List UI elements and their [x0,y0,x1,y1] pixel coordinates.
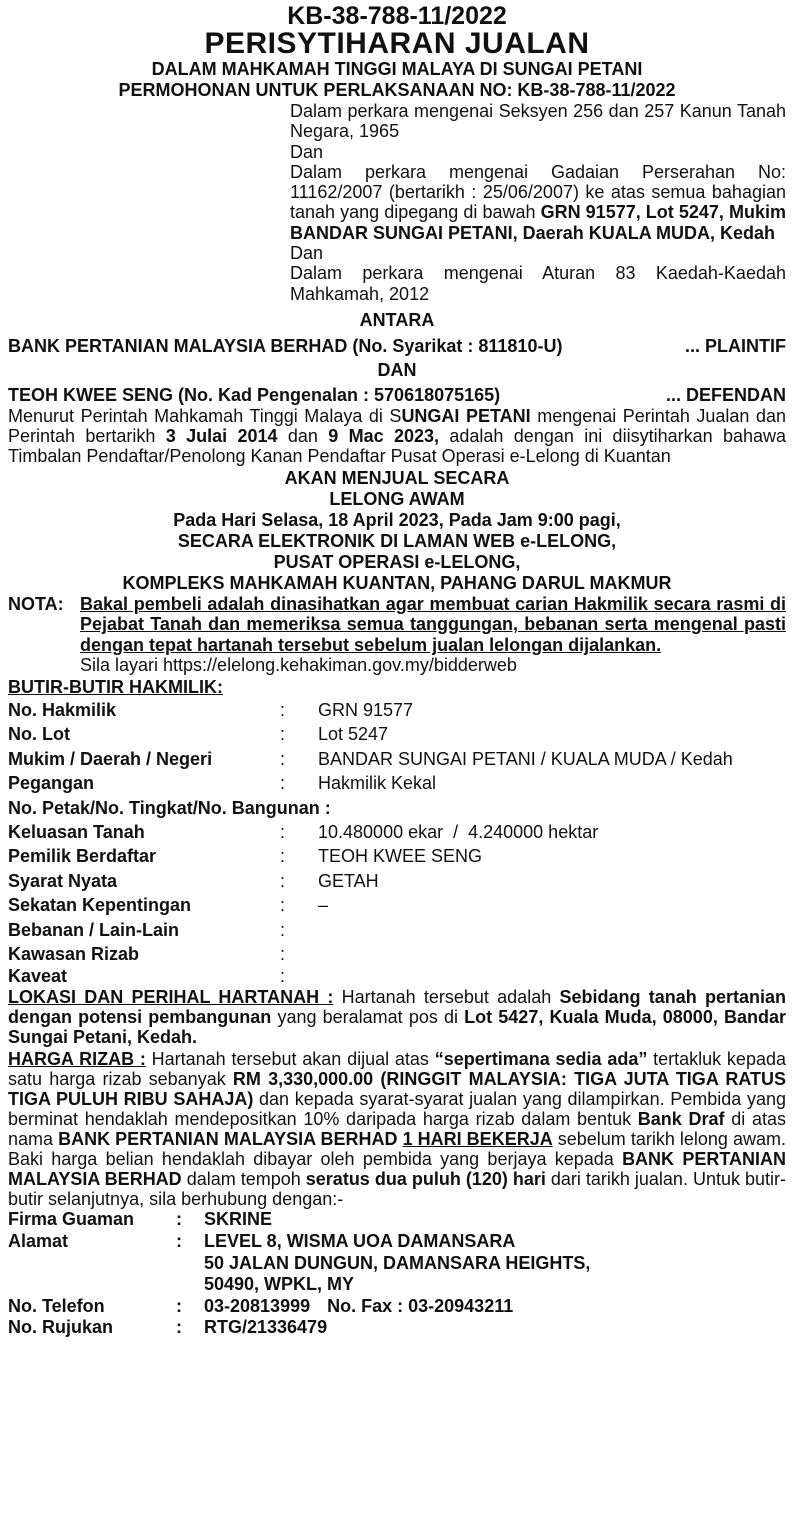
detail-value: TEOH KWEE SENG [318,846,483,867]
reserve-text-5: sebelum tarikh lelong awam. Baki harga belian hendaklah dibayar oleh pembida yang berjaya kepada [8,1129,786,1170]
order-text-1: Menurut Perintah Mahkamah Tinggi Malaya di S [8,405,402,426]
contact-firm-label: Firma Guaman [8,1209,135,1230]
detail-row [8,771,786,795]
detail-label: Sekatan Kepentingan [8,895,192,916]
plaintiff-line [8,336,786,357]
reserve-heading: HARGA RIZAB : [8,1049,146,1070]
contact-address-line-3: 50490, WPKL, MY [204,1274,355,1295]
order-text-3: dan [277,425,329,446]
auction-line-5: PUSAT OPERASI e-LELONG, [273,551,521,572]
detail-row [8,844,786,868]
reserve-text-7: dari tarikh jualan. Untuk butir-butir selanjutnya, sila berhubung dengan:- [8,1169,786,1210]
dan-heading: DAN [377,359,417,380]
matter-dan-1: Dan [290,141,324,162]
reserve-as-is: “sepertimana sedia ada” [434,1049,648,1070]
contact-firm: SKRINE [204,1209,273,1230]
detail-row [8,893,786,917]
location-text-2: yang beralamat pos di [271,1007,465,1028]
court-name: DALAM MAHKAMAH TINGGI MALAYA DI SUNGAI PETANI [151,59,643,79]
reserve-period: seratus dua puluh (120) hari [305,1169,546,1190]
detail-colon: : [280,846,286,867]
contact-ref-row [8,1317,786,1339]
reserve-paragraph [8,1049,786,1209]
document-title: PERISYTIHARAN JUALAN [204,27,590,60]
order-text-2: mengenai Perintah Jualan dan Perintah bertarikh [8,405,786,446]
detail-colon: : [280,699,286,720]
auction-block [8,468,786,594]
location-text-1: Hartanah tersebut adalah [333,987,560,1008]
matter-3: Dalam perkara mengenai Aturan 83 Kaedah-Kaedah Mahkamah, 2012 [290,263,786,304]
details-table [8,698,786,987]
detail-row [8,747,786,771]
detail-label: Kawasan Rizab [8,944,140,965]
order-court: UNGAI PETANI [401,405,531,426]
matter-2 [290,162,786,243]
order-paragraph [8,406,786,466]
detail-colon: : [280,944,286,965]
location-address: Lot 5427, Kuala Muda, 08000, Bandar Sungai Petani, Kedah. [8,1007,786,1048]
location-paragraph [8,987,786,1047]
detail-label: Pemilik Berdaftar [8,846,157,867]
detail-value: 10.480000 ekar / 4.240000 hektar [318,822,599,842]
detail-label: Pegangan [8,773,95,794]
nota-body [80,594,786,676]
detail-petak-line: No. Petak/No. Tingkat/No. Bangunan : [8,797,331,818]
auction-line-1: AKAN MENJUAL SECARA [284,467,510,488]
elelong-link[interactable]: Sila layari https://elelong.kehakiman.gov.my/bidderweb [80,655,517,676]
detail-value [318,918,786,942]
matter-2-text: Dalam perkara mengenai Gadaian Perserahan No: 11162/2007 (bertarikh : 25/06/2007) ke atas semua bahagian tanah yang dipegang di bawah [290,161,786,223]
detail-label: Mukim / Daerah / Negeri [8,748,213,769]
contact-phone-row [8,1296,786,1318]
contact-colon: : [176,1317,182,1338]
reserve-text-3: dan kepada syarat-syarat jualan yang dilampirkan. Pembida yang berminat hendaklah mendepositkan 10% daripada harga rizab dalam bentuk [8,1089,786,1130]
detail-value: GRN 91577 [318,699,414,720]
contact-phone-label: No. Telefon [8,1295,105,1316]
detail-colon: : [280,822,286,842]
auction-line-2: LELONG AWAM [329,488,465,509]
nota-block [8,594,786,676]
detail-colon: : [280,724,286,745]
detail-row [8,869,786,893]
contact-ref-label: No. Rujukan [8,1317,114,1338]
order-text-4: adalah dengan ini diisytiharkan bahawa Timbalan Pendaftar/Penolong Kanan Pendaftar Pusat Operasi e-Lelong di Kuantan [8,425,787,466]
detail-row [8,966,786,987]
reserve-text-2: tertakluk kepada satu harga rizab sebanyak [8,1049,786,1090]
nota-text: Bakal pembeli adalah dinasihatkan agar membuat carian Hakmilik secara rasmi di Pejabat Tanah dan memeriksa semua tanggungan, bebanan serta mengenal pasti dengan tepat hartanah tersebut sebelum jualan lelongan dijalankan. [80,593,786,655]
detail-value: Lot 5247 [318,724,389,745]
order-date-2: 9 Mac 2023, [328,425,440,446]
detail-colon: : [280,966,286,987]
detail-value: BANDAR SUNGAI PETANI / KUALA MUDA / Kedah [318,748,733,769]
contact-phone-values [204,1296,786,1318]
detail-label: Bebanan / Lain-Lain [8,919,180,940]
matter-dan-2: Dan [290,243,324,264]
defendant-name: TEOH KWEE SENG (No. Kad Pengenalan : 570618075165) [8,384,501,405]
detail-label: Keluasan Tanah [8,822,145,842]
reserve-bank-draft: Bank Draf [637,1109,725,1130]
matter-2-land: GRN 91577, Lot 5247, Mukim BANDAR SUNGAI PETANI, Daerah KUALA MUDA, Kedah [290,202,786,243]
detail-label: No. Hakmilik [8,699,117,720]
detail-value [318,966,786,987]
reserve-text-4: di atas nama [8,1109,787,1150]
detail-label: Kaveat [8,966,68,987]
detail-colon: : [280,773,286,794]
contact-phone: 03-20813999 [204,1295,311,1316]
nota-label: NOTA: [8,593,64,614]
order-date-1: 3 Julai 2014 [165,425,278,446]
contact-address-line-2: 50 JALAN DUNGUN, DAMANSARA HEIGHTS, [204,1252,591,1273]
matter-1: Dalam perkara mengenai Seksyen 256 dan 257 Kanun Tanah Negara, 1965 [290,101,786,142]
contact-block [8,1209,786,1339]
detail-row [8,918,786,942]
contact-fax: No. Fax : 03-20943211 [327,1295,514,1316]
contact-address-label: Alamat [8,1231,69,1252]
contact-colon: : [176,1295,182,1316]
contact-address-line-1: LEVEL 8, WISMA UOA DAMANSARA [204,1231,516,1252]
detail-value: Hakmilik Kekal [318,773,437,794]
detail-row [8,820,786,844]
contact-colon: : [176,1209,182,1230]
antara-heading: ANTARA [359,309,435,330]
location-heading: LOKASI DAN PERIHAL HARTANAH : [8,987,334,1008]
reserve-price: RM 3,330,000.00 (RINGGIT MALAYSIA: TIGA JUTA TIGA RATUS TIGA PULUH RIBU SAHAJA) [8,1069,786,1110]
detail-row [8,722,786,746]
defendant-line [8,385,786,406]
case-number: KB-38-788-11/2022 [287,2,507,30]
detail-value: GETAH [318,870,379,891]
plaintiff-name: BANK PERTANIAN MALAYSIA BERHAD (No. Syarikat : 811810-U) [8,335,563,356]
auction-line-4: SECARA ELEKTRONIK DI LAMAN WEB e-LELONG, [177,530,617,551]
detail-colon: : [280,919,286,940]
matters-block [290,101,786,304]
auction-date: Pada Hari Selasa, 18 April 2023, Pada Jam 9:00 pagi, [173,509,621,530]
plaintiff-role: ... PLAINTIF [685,335,786,356]
detail-label: Syarat Nyata [8,870,118,891]
reserve-working-day: 1 HARI BEKERJA [402,1129,553,1150]
detail-value [318,942,786,966]
detail-colon: : [280,895,286,916]
auction-venue: KOMPLEKS MAHKAMAH KUANTAN, PAHANG DARUL MAKMUR [122,572,672,593]
contact-ref: RTG/21336479 [204,1317,328,1338]
details-heading: BUTIR-BUTIR HAKMILIK: [8,676,223,697]
detail-colon: : [280,748,286,769]
location-type: Sebidang tanah pertanian dengan potensi pembangunan [8,987,786,1028]
reserve-text-1: Hartanah tersebut akan dijual atas [145,1049,435,1070]
reserve-payee-1: BANK PERTANIAN MALAYSIA BERHAD [58,1129,398,1150]
detail-row [8,698,786,722]
detail-label: No. Lot [8,724,70,745]
detail-colon: : [280,870,286,891]
contact-address-row [8,1231,786,1253]
application-number: PERMOHONAN UNTUK PERLAKSANAAN NO: KB-38-788-11/2022 [118,80,676,100]
contact-colon: : [176,1231,182,1252]
reserve-text-6: dalam tempoh [181,1169,306,1190]
detail-row [8,942,786,966]
defendant-role: ... DEFENDAN [665,384,786,405]
contact-firm-row [8,1209,786,1231]
detail-value: – [318,895,329,916]
reserve-payee-2: BANK PERTANIAN MALAYSIA BERHAD [8,1149,786,1190]
